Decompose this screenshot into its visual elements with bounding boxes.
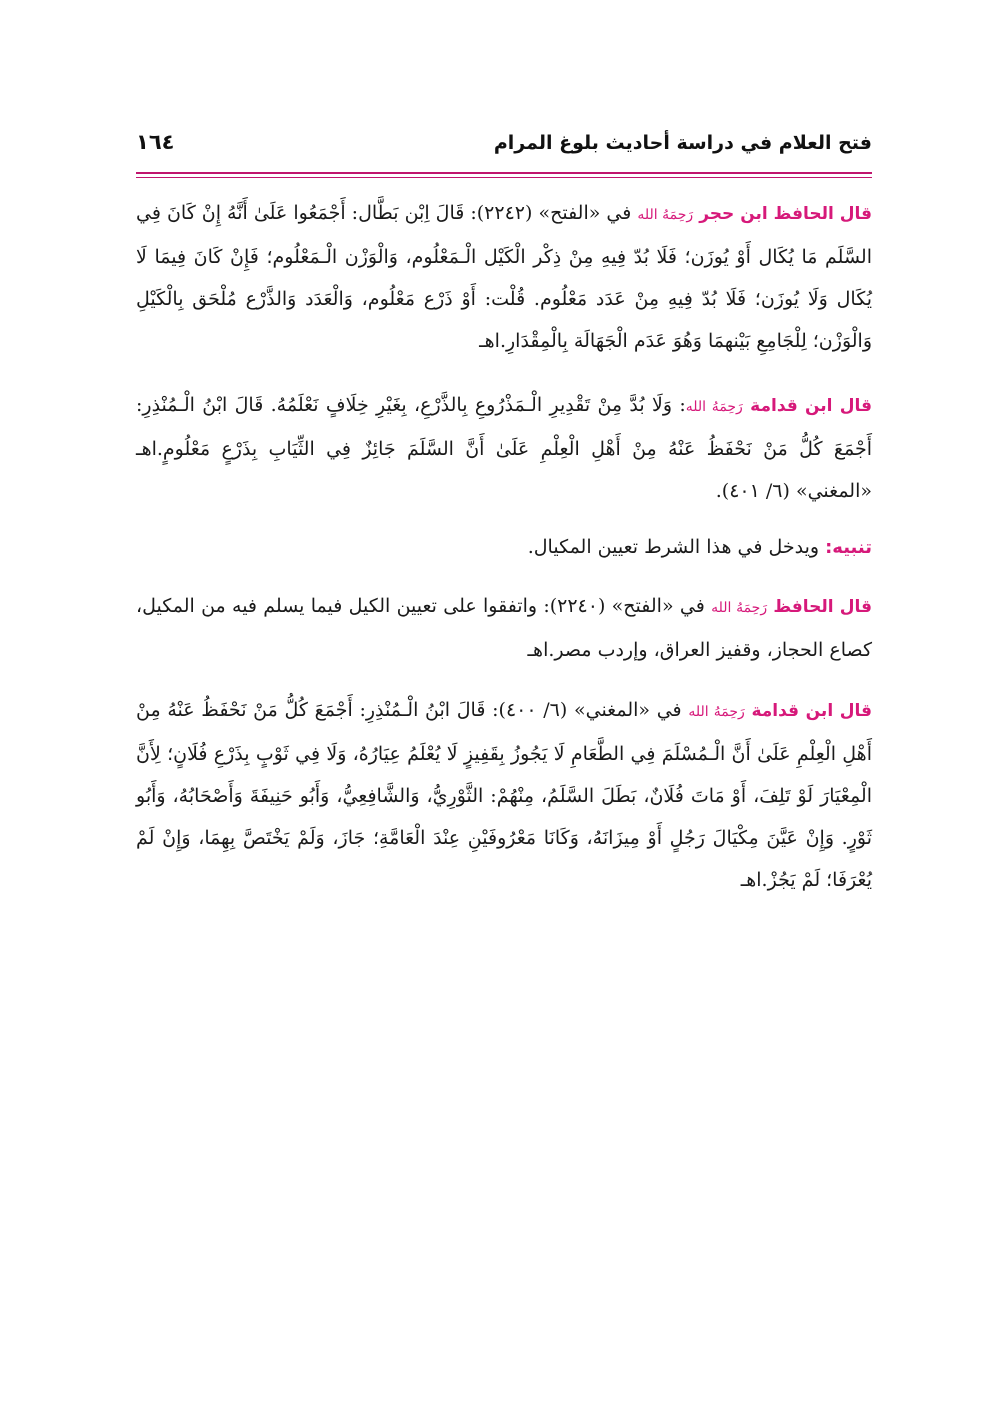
running-title: فتح العلام في دراسة أحاديث بلوغ المرام bbox=[493, 132, 872, 154]
page-header bbox=[136, 126, 872, 166]
paragraph-lead: قال الحافظ ابن حجر bbox=[699, 204, 872, 224]
paragraph-lead: قال الحافظ bbox=[773, 597, 872, 617]
paragraph-lead: قال ابن قدامة bbox=[750, 396, 872, 416]
paragraph-ibn-qudama-1 bbox=[136, 384, 872, 512]
header-rule-thin bbox=[136, 177, 872, 178]
paragraph-ibn-qudama-2 bbox=[136, 689, 872, 901]
header-rule-thick bbox=[136, 172, 872, 174]
paragraph-body: في «المغني» (٦/ ٤٠٠): قَالَ ابْنُ الْـمُنْذِرِ: أَجْمَعَ كُلُّ مَنْ نَحْفَظُ عَنْهُ مِنْ أَهْلِ الْعِلْمِ عَلَىٰ أَنَّ الْـمُسْلَمَ فِي الطَّعَامِ لَا يَجُوزُ بِقَفِيزٍ لَا يُعْلَمُ عِيَارُهُ، وَلَا فِي ثَوْبٍ بِذَرْعِ فُلَانٍ؛ لِأَنَّ الْمِعْيَارَ لَوْ تَلِفَ، أَوْ مَاتَ فُلَانٌ، بَطَلَ السَّلَمُ، مِنْهُمْ: الثَّوْرِيُّ، وَالشَّافِعِيُّ، وَأَبُو حَنِيفَةَ وَأَصْحَابُهُ، وَأَبُو ثَوْرٍ. وَإِنْ عَيَّنَ مِكْيَالَ رَجُلٍ أَوْ مِيزَانَهُ، وَكَانَا مَعْرُوفَيْنِ عِنْدَ الْعَامَّةِ؛ جَازَ، وَلَمْ يَخْتَصَّ بِهِمَا، وَإِنْ لَمْ يُعْرَفَا؛ لَمْ يَجُزْ.اهـ bbox=[136, 699, 872, 891]
paragraph-note bbox=[136, 526, 872, 569]
honorific-glyph: رَحِمَهُ الله bbox=[685, 399, 743, 415]
paragraph-body: في «الفتح» (٢٢٤٢): قَالَ اِبْن بَطَّال: أَجْمَعُوا عَلَىٰ أَنَّهُ إِنْ كَانَ فِي السَّلَم مَا يُكَال أَوْ يُوزَن؛ فَلَا بُدّ فِيهِ مِنْ ذِكْر الْكَيْل الْـمَعْلُوم، وَالْوَزْن الْـمَعْلُوم؛ فَإِنْ كَانَ فِيمَا لَا يُكَال وَلَا يُوزَن؛ فَلَا بُدّ فِيهِ مِنْ عَدَد مَعْلُوم. قُلْت: أَوْ ذَرْع مَعْلُوم، وَالْعَدَد وَالذَّرْع مُلْحَق بِالْكَيْلِ وَالْوَزْن؛ لِلْجَامِعِ بَيْنهمَا وَهُوَ عَدَم الْجَهَالَة بِالْمِقْدَارِ.اهـ bbox=[136, 202, 872, 352]
page-number: ١٦٤ bbox=[136, 130, 175, 154]
paragraph-body: ويدخل في هذا الشرط تعيين المكيال. bbox=[527, 536, 826, 558]
honorific-glyph: رَحِمَهُ الله bbox=[711, 600, 768, 616]
paragraph-ibn-hajar bbox=[136, 192, 872, 362]
document-page bbox=[136, 126, 872, 1266]
paragraph-body: : وَلَا بُدَّ مِنْ تَقْدِيرِ الْـمَذْرُوعِ بِالذَّرْعِ، بِغَيْرِ خِلَافٍ نَعْلَمُهُ. قَالَ ابْنُ الْـمُنْذِرِ: أَجْمَعَ كُلُّ مَنْ نَحْفَظُ عَنْهُ مِنْ أَهْلِ الْعِلْمِ عَلَىٰ أَنَّ السَّلَمَ جَائِزٌ فِي الثِّيَابِ بِذَرْعٍ مَعْلُومٍ.اهـ «المغني» (٦/ ٤٠١). bbox=[136, 394, 872, 502]
note-lead: تنبيه: bbox=[825, 537, 872, 558]
honorific-glyph: رَحِمَهُ الله bbox=[637, 207, 694, 223]
honorific-glyph: رَحِمَهُ الله bbox=[688, 704, 745, 720]
paragraph-body: في «الفتح» (٢٢٤٠): واتفقوا على تعيين الكيل فيما يسلم فيه من المكيل، كصاع الحجاز، وقفيز العراق، وإردب مصر.اهـ bbox=[136, 595, 872, 661]
paragraph-hafiz bbox=[136, 585, 872, 671]
paragraph-lead: قال ابن قدامة bbox=[751, 701, 872, 721]
